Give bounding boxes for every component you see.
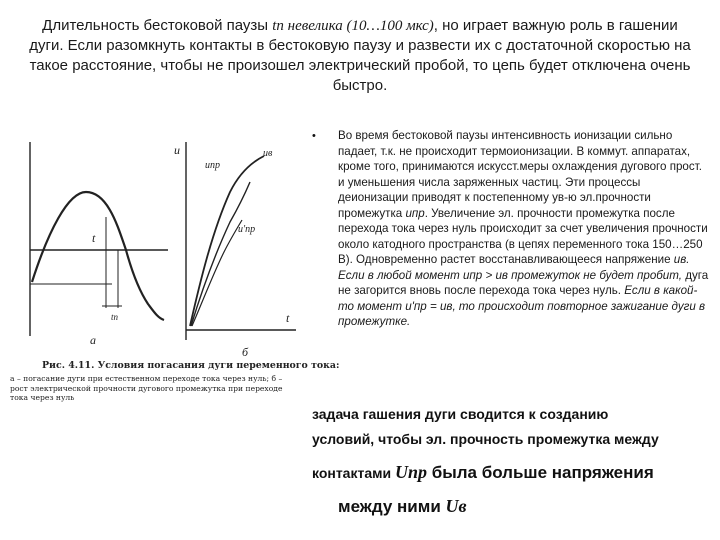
conclusion-line-3 [312, 462, 654, 483]
graph-b-upr-label: uпр [205, 160, 220, 171]
bullet-marker: • [312, 130, 316, 142]
graph-b-u-label: u [174, 143, 180, 157]
graph-b-upr2-label: u'пр [238, 224, 256, 235]
bullet-s6: Если в какой-то момент u'пр = uв, то происходит повторное зажигание дуги в промежутке. [338, 284, 706, 328]
bullet-s4: uв. Если в любой момент uпр > uв промежуток не будет пробит, [338, 253, 690, 282]
conclusion-line-4 [338, 496, 467, 517]
intro-paragraph [28, 16, 692, 96]
intro-part1: Длительность бестоковой паузы [42, 17, 273, 34]
graph-b-letter: б [242, 345, 249, 359]
bullet-s5: дуга не загорится вновь после перехода тока через нуль. [338, 268, 709, 297]
conclusion-line-4a: между ними [338, 497, 446, 516]
bullet-s1: Во время бестоковой паузы интенсивность ионизации сильно падает, т.к. не происходит термоионизации. В коммут. аппаратах, кроме того, принимаются искусст.меры охлаждения дугового прост. и уменьшения числа заряженных частиц. Эти процессы деионизации приводят к постепенному ув-ю эл.прочности промежутка [338, 129, 702, 220]
intro-part3: , но играет важную роль в гашении дуги. Если разомкнуть контакты в бестоковую паузу и развести их с достаточной скоростью на такое расстояние, чтобы не произошел электрический пробой, то цепь будет отключена очень быстро. [29, 17, 691, 94]
bullet-s2: uпр [405, 206, 425, 220]
conclusion-line-3c: была больше напряжения [427, 463, 654, 482]
figure-caption-text: а – погасание дуги при естественном переходе тока через нуль; б – рост электрической прочности дугового промежутка при переходе тока через нуль [10, 374, 283, 403]
graph-a-tp-label: tп [111, 312, 119, 322]
intro-tp: tп [272, 18, 284, 34]
graph-a-letter: а [90, 333, 96, 347]
graph-b-t-label: t [286, 311, 290, 325]
conclusion-line-3a: контактами [312, 465, 395, 481]
graph-a-t-label: t [92, 231, 96, 245]
arc-extinction-figure [8, 122, 340, 408]
conclusion-line-2: условий, чтобы эл. прочность промежутка между [312, 431, 659, 447]
intro-part2: невелика (10…100 мкс) [283, 18, 434, 34]
conclusion-uv: Uв [445, 496, 467, 516]
bullet-paragraph [338, 128, 710, 330]
conclusion-upr: Uпр [394, 462, 427, 482]
graph-b-uv-label: uв [263, 148, 273, 159]
figure-caption-title: Рис. 4.11. Условия погасания дуги переменного тока: [42, 360, 340, 371]
conclusion-line-1: задача гашения дуги сводится к созданию [312, 406, 609, 422]
bullet-s3: . Увеличение эл. прочности промежутка после перехода тока через нуль происходит за счет увеличения прочности около катодного пространства (в цепях переменного тока 150…250 В). Одновременно растет восстанавливающееся напряжение [338, 206, 708, 266]
